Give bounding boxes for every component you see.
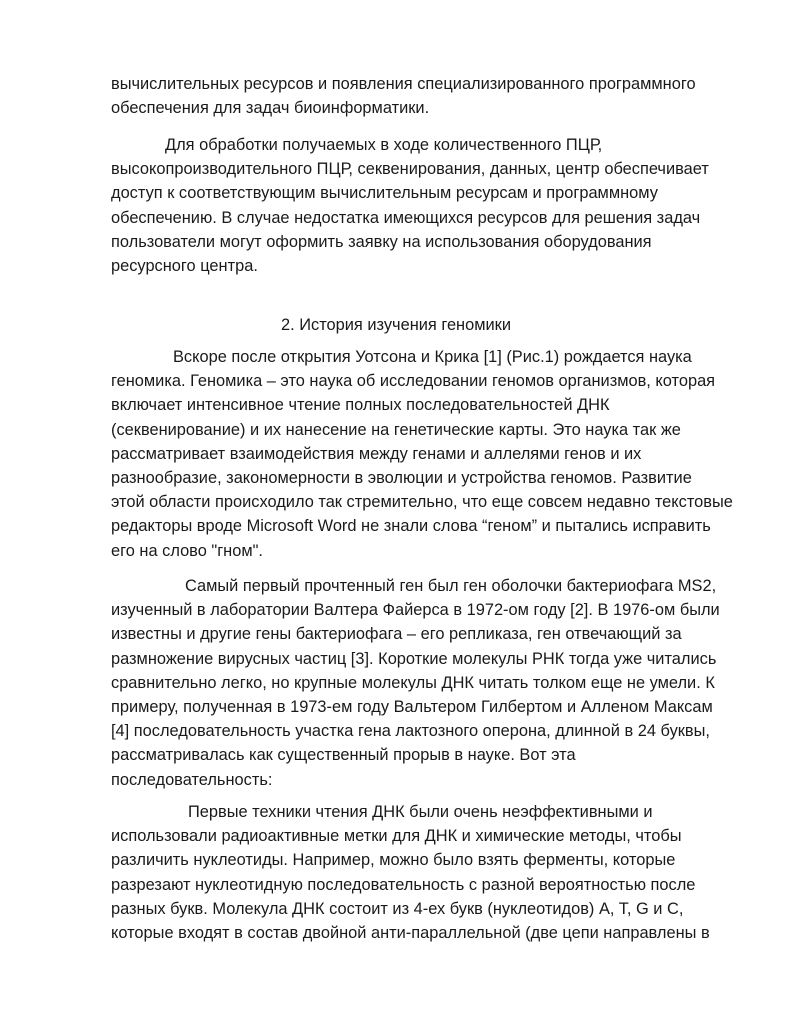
text-line: разрезают нуклеотидную последовательность с разной вероятностью после (111, 875, 696, 894)
text-line: геномика. Геномика – это наука об исследовании геномов организмов, которая (111, 372, 716, 391)
text-line: обеспечению. В случае недостатка имеющихся ресурсов для решения задач (111, 208, 701, 227)
paragraph-1 (111, 72, 711, 120)
text-line: размножение вирусных частиц [3]. Короткие молекулы РНК тогда уже читались (111, 649, 717, 668)
text-line: рассматривалась как существенный прорыв в науке. Вот эта (111, 746, 576, 765)
text-line: различить нуклеотиды. Например, можно было взять ферменты, которые (111, 851, 676, 870)
text-line: Вскоре после открытия Уотсона и Крика [1] (Рис.1) рождается наука (173, 348, 692, 366)
text-line: включает интенсивное чтение полных последовательностей ДНК (111, 396, 610, 415)
paragraph-4 (111, 574, 720, 792)
paragraph-2 (111, 133, 711, 278)
text-line: редакторы вроде Microsoft Word не знали слова “геном” и пытались исправить (111, 517, 711, 536)
text-line: вычислительных ресурсов и появления специализированного программного (111, 75, 696, 93)
text-line: разных букв. Молекула ДНК состоит из 4-ех букв (нуклеотидов) A, T, G и C, (111, 899, 684, 918)
text-line: рассматривает взаимодействия между генами и аллелями генов и их (111, 444, 642, 463)
text-line: разнообразие, закономерности в эволюции и устройства геномов. Развитие (111, 469, 692, 488)
text-line: (секвенирование) и их нанесение на генетические карты. Это наука так же (111, 420, 681, 439)
text-line: примеру, полученная в 1973-ем году Вальтером Гилбертом и Алленом Максам (111, 698, 713, 717)
text-line: изученный в лаборатории Валтера Файерса в 1972-ом году [2]. В 1976-ом были (111, 601, 720, 620)
text-line: пользователи могут оформить заявку на использования оборудования (111, 232, 652, 251)
text-line: последовательность: (111, 770, 273, 789)
text-line: известны и другие гены бактериофага – его репликаза, ген отвечающий за (111, 625, 682, 644)
text-line: высокопроизводительного ПЦР, секвенирования, данных, центр обеспечивает (111, 160, 709, 179)
text-line: сравнительно легко, но крупные молекулы ДНК читать толком еще не умели. К (111, 673, 715, 692)
paragraph-5 (111, 800, 711, 945)
section-heading: 2. История изучения геномики (281, 316, 511, 334)
text-line: ресурсного центра. (111, 257, 258, 276)
paragraph-3 (111, 345, 733, 563)
text-line: использовали радиоактивные метки для ДНК и химические методы, чтобы (111, 827, 682, 846)
text-line: этой области происходило так стремительно, что еще совсем недавно текстовые (111, 493, 733, 512)
text-line: Первые техники чтения ДНК были очень неэффективными и (188, 803, 653, 821)
text-line: его на слово "гном". (111, 541, 263, 560)
text-line: Самый первый прочтенный ген был ген оболочки бактериофага MS2, (185, 577, 717, 595)
text-line: Для обработки получаемых в ходе количественного ПЦР, (165, 136, 603, 154)
text-line: обеспечения для задач биоинформатики. (111, 99, 430, 118)
text-line: доступ к соответствующим вычислительным ресурсам и программному (111, 184, 658, 203)
text-line: [4] последовательность участка гена лактозного оперона, длинной в 24 буквы, (111, 722, 710, 741)
text-line: которые входят в состав двойной анти-параллельной (две цепи направлены в (111, 924, 710, 943)
